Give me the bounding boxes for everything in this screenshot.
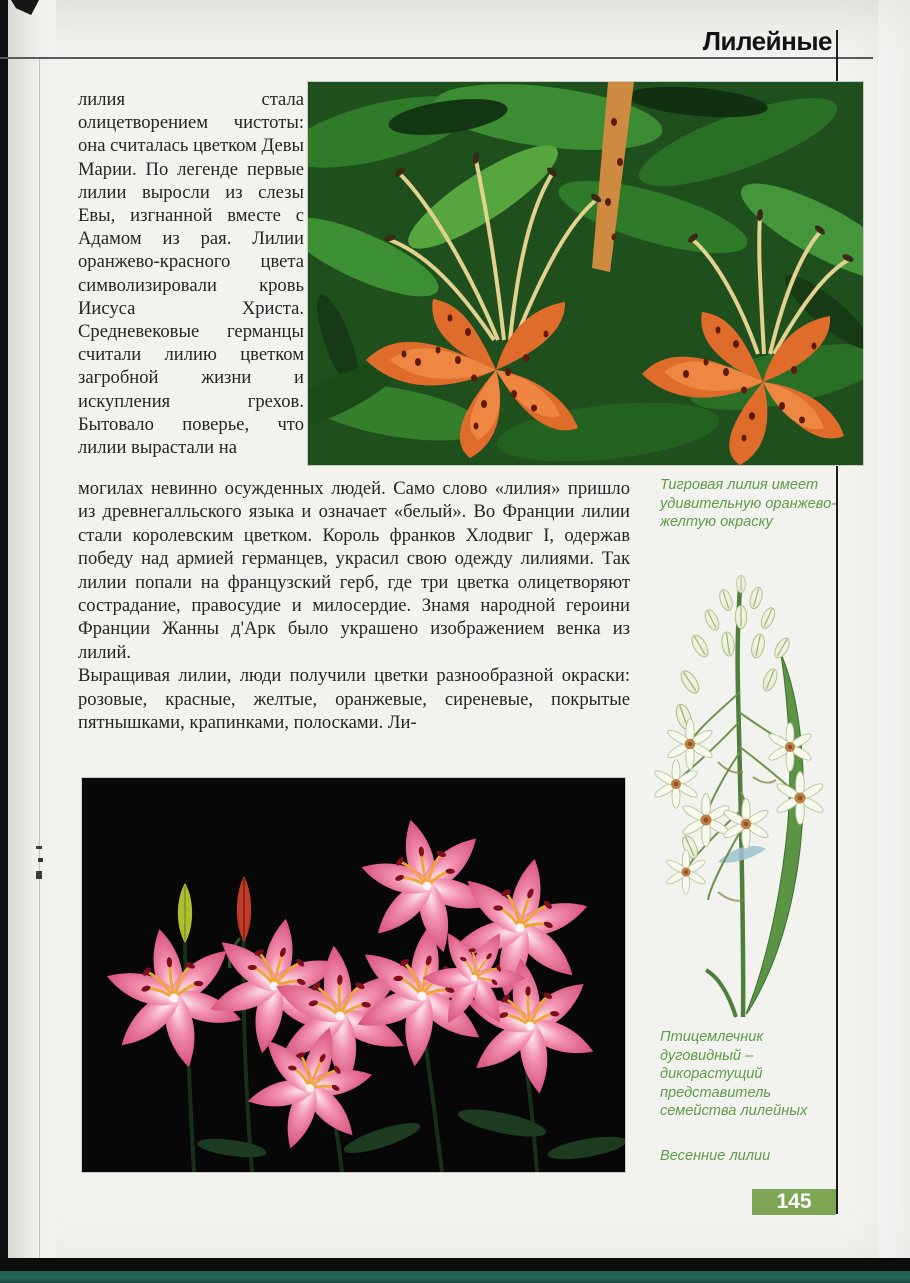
book-cover-band [0,1271,910,1283]
spine-crease-shading [8,0,56,1283]
tiger-lily-photo [308,82,863,465]
page-right-margin [878,0,910,1258]
paragraph-two: Выращивая лилии, люди получили цветки разнообразной окраски: розовые, красные, желтые, оранжевые, сиреневые, покрытые пятнышками, крапинками, полосками. Ли- [78,665,630,734]
header-rule [0,57,873,59]
page-number-badge [752,1189,836,1215]
spine-mark [38,858,43,862]
caption-ornithogalum: Птицемлечник дуговидный – дикорастущий представитель семейства лилейных [660,1029,808,1120]
spine-mark [36,846,42,849]
scan-left-edge [0,0,8,1283]
spine-crease-line [39,58,40,1258]
paragraph-continuation: могилах невинно осужденных людей. Само слово «лилия» пришло из древнегалльского языка и означает «белый». Во Франции лилии стали королевским цветком. Король франков Хлодвиг I, одержав победу над армией германцев, украсил свою одежду лилиями. Так лилии попали на французский герб, где три цветка олицетворяют сострадание, правосудие и милосердие. Знамя народной героини Франции Жанны д'Арк было украшено изображением венка из лилий. [78,478,630,663]
spine-mark [36,871,42,879]
pink-lilies-photo [82,778,625,1172]
body-text-column: лилия стала олицетворением чистоты: она считалась цветком Девы Марии. По легенде первые лилии выросли из слезы Евы, изгнанной вместе с Адамом из рая. Лилии оранжево-красного цвета символизировали кровь Иисуса Христа. Средневековые германцы считали лилию цветком загробной жизни и искупления грехов. Бытовало поверье, что лилии вырастали на [78,89,304,459]
caption-tiger-lily: Тигровая лилия имеет удивительную оранжево-желтую окраску [660,477,837,531]
body-text-full-width [78,477,630,734]
page-title: Лилейные [702,26,832,56]
book-edge-band [0,1258,910,1271]
caption-spring-lilies: Весенние лилии [660,1148,771,1164]
ornithogalum-illustration [648,562,838,1022]
page-number: 145 [776,1190,812,1213]
